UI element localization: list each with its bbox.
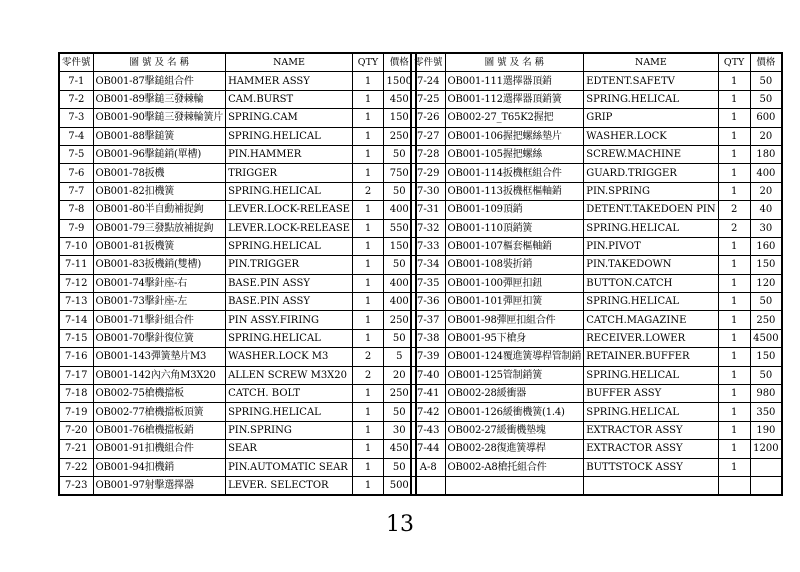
part-name-cell: BUTTSTOCK ASSY [584,458,718,476]
drawing-name-cell: OB001-81扳機簧 [93,237,226,255]
table-row [59,256,416,274]
drawing-name-cell: OB001-79三發點放補捉鉤 [93,219,226,237]
drawing-name-cell: OB001-76槍機擋板銷 [93,421,226,439]
qty-cell [718,476,750,495]
table-row [59,403,416,421]
price-cell: 20 [384,366,416,384]
drawing-name-cell: OB001-83扳機銷(雙槽) [93,256,226,274]
price-cell: 450 [384,440,416,458]
qty-cell: 1 [353,476,384,495]
table-row [59,458,416,476]
table-row [411,329,782,347]
drawing-name-cell: OB001-110頂銷簧 [445,219,584,237]
drawing-name-cell: OB001-80半自動補捉鉤 [93,201,226,219]
qty-cell: 1 [353,127,384,145]
price-cell: 190 [750,421,782,439]
table-row [411,164,782,182]
price-cell: 980 [750,385,782,403]
drawing-name-cell: OB001-125管制銷簧 [445,366,584,384]
part-number-cell: 7-16 [59,348,93,366]
part-number-cell: 7-7 [59,182,93,200]
part-number-cell: 7-37 [411,311,445,329]
part-number-cell: 7-4 [59,127,93,145]
col-header-name: NAME [584,53,718,72]
price-cell: 500 [384,476,416,495]
qty-cell: 1 [353,311,384,329]
drawing-name-cell: OB002-27緩衝機墊塊 [445,421,584,439]
header-row [59,53,416,72]
table-row [411,256,782,274]
part-number-cell: 7-41 [411,385,445,403]
header-row [411,53,782,72]
part-name-cell: CAM.BURST [226,90,353,108]
table-row [59,274,416,292]
part-number-cell: 7-36 [411,293,445,311]
qty-cell: 1 [353,219,384,237]
price-cell: 50 [750,72,782,90]
table-row [59,440,416,458]
part-name-cell: SPRING.HELICAL [226,182,353,200]
drawing-name-cell: OB001-106握把螺絲墊片 [445,127,584,145]
col-header-drawing-name: 圖 號 及 名 稱 [445,53,584,72]
part-name-cell: PIN.SPRING [226,421,353,439]
part-name-cell: GRIP [584,109,718,127]
price-cell: 4500 [750,329,782,347]
price-cell: 50 [384,145,416,163]
qty-cell: 1 [353,145,384,163]
table-row [59,421,416,439]
part-name-cell: ALLEN SCREW M3X20 [226,366,353,384]
price-cell: 50 [384,458,416,476]
col-header-name: NAME [226,53,353,72]
table-row [411,476,782,495]
table-row [411,403,782,421]
drawing-name-cell: OB001-87擊鎚組合件 [93,72,226,90]
table-row [59,329,416,347]
qty-cell: 1 [718,421,750,439]
qty-cell: 1 [718,109,750,127]
part-name-cell: SPRING.HELICAL [226,403,353,421]
price-cell: 250 [384,311,416,329]
part-name-cell: SPRING.CAM [226,109,353,127]
part-name-cell: LEVER.LOCK-RELEASE [226,219,353,237]
part-number-cell: 7-18 [59,385,93,403]
price-cell: 400 [750,164,782,182]
qty-cell: 1 [353,164,384,182]
qty-cell: 2 [718,201,750,219]
part-number-cell: 7-6 [59,164,93,182]
table-row [411,274,782,292]
parts-table-left [58,52,417,496]
table-row [411,219,782,237]
part-name-cell: SPRING.HELICAL [226,329,353,347]
part-number-cell: A-8 [411,458,445,476]
col-header-price: 價格 [750,53,782,72]
part-name-cell: SPRING.HELICAL [584,403,718,421]
part-name-cell: PIN.SPRING [584,182,718,200]
part-name-cell: WASHER.LOCK [584,127,718,145]
drawing-name-cell: OB001-142內六角M3X20 [93,366,226,384]
price-cell: 180 [750,145,782,163]
drawing-name-cell: OB001-89擊鎚三發棘輪 [93,90,226,108]
drawing-name-cell: OB001-82扣機簧 [93,182,226,200]
drawing-name-cell: OB001-90擊鎚三發棘輪簧片 [93,109,226,127]
part-number-cell: 7-14 [59,311,93,329]
price-cell: 30 [750,219,782,237]
parts-table-right [410,52,783,496]
qty-cell: 1 [718,127,750,145]
part-name-cell: EXTRACTOR ASSY [584,440,718,458]
table-row [59,237,416,255]
drawing-name-cell: OB001-113扳機框樞軸銷 [445,182,584,200]
part-number-cell: 7-30 [411,182,445,200]
qty-cell: 1 [353,237,384,255]
table-row [411,201,782,219]
drawing-name-cell: OB001-143彈簧墊片M3 [93,348,226,366]
part-number-cell: 7-22 [59,458,93,476]
price-cell: 250 [750,311,782,329]
price-cell: 250 [384,385,416,403]
table-row [411,458,782,476]
part-number-cell: 7-9 [59,219,93,237]
drawing-name-cell: OB001-108裝折銷 [445,256,584,274]
drawing-name-cell: OB001-126緩衝機簧(1.4) [445,403,584,421]
drawing-name-cell: OB002-28緩衝器 [445,385,584,403]
drawing-name-cell [445,476,584,495]
price-cell: 50 [384,256,416,274]
part-number-cell: 7-44 [411,440,445,458]
qty-cell: 1 [718,274,750,292]
part-number-cell: 7-17 [59,366,93,384]
part-name-cell: TRIGGER [226,164,353,182]
table-row [59,90,416,108]
table-row [59,293,416,311]
drawing-name-cell: OB002-28復進簧導桿 [445,440,584,458]
part-number-cell: 7-33 [411,237,445,255]
qty-cell: 1 [718,293,750,311]
table-row [411,145,782,163]
drawing-name-cell: OB001-96擊鎚銷(單槽) [93,145,226,163]
qty-cell: 1 [353,421,384,439]
part-name-cell: SPRING.HELICAL [226,237,353,255]
drawing-name-cell: OB001-97射擊選擇器 [93,476,226,495]
table-row [411,348,782,366]
part-number-cell: 7-29 [411,164,445,182]
qty-cell: 1 [353,385,384,403]
table-row [411,293,782,311]
table-row [411,440,782,458]
part-name-cell [584,476,718,495]
drawing-name-cell: OB001-107樞套樞軸銷 [445,237,584,255]
price-cell: 120 [750,274,782,292]
table-row [411,182,782,200]
price-cell: 20 [750,182,782,200]
table-row [59,145,416,163]
part-number-cell: 7-39 [411,348,445,366]
part-name-cell: PIN.HAMMER [226,145,353,163]
price-cell: 1500 [384,72,416,90]
part-name-cell: LEVER.LOCK-RELEASE [226,201,353,219]
table-row [411,109,782,127]
qty-cell: 1 [353,458,384,476]
part-number-cell: 7-19 [59,403,93,421]
part-name-cell: RETAINER.BUFFER [584,348,718,366]
parts-table-left-body [59,72,416,495]
table-row [59,348,416,366]
part-name-cell: PIN.TAKEDOWN [584,256,718,274]
part-name-cell: GUARD.TRIGGER [584,164,718,182]
part-number-cell [411,476,445,495]
drawing-name-cell: OB001-101彈匣扣簧 [445,293,584,311]
part-name-cell: PIN.AUTOMATIC SEAR [226,458,353,476]
drawing-name-cell: OB001-98彈匣扣組合件 [445,311,584,329]
part-name-cell: BUTTON.CATCH [584,274,718,292]
price-cell: 550 [384,219,416,237]
col-header-qty: QTY [353,53,384,72]
part-number-cell: 7-5 [59,145,93,163]
table-row [411,421,782,439]
table-row [59,127,416,145]
price-cell: 50 [750,90,782,108]
qty-cell: 1 [353,72,384,90]
price-cell: 1200 [750,440,782,458]
qty-cell: 1 [718,256,750,274]
part-number-cell: 7-21 [59,440,93,458]
page-number: 13 [386,512,414,537]
table-row [59,182,416,200]
part-name-cell: SPRING.HELICAL [584,219,718,237]
table-row [411,311,782,329]
part-name-cell: SCREW.MACHINE [584,145,718,163]
qty-cell: 1 [718,182,750,200]
qty-cell: 2 [353,182,384,200]
part-name-cell: PIN ASSY.FIRING [226,311,353,329]
part-number-cell: 7-26 [411,109,445,127]
qty-cell: 1 [718,366,750,384]
price-cell: 50 [750,293,782,311]
part-number-cell: 7-43 [411,421,445,439]
col-header-price: 價格 [384,53,416,72]
qty-cell: 1 [718,385,750,403]
qty-cell: 1 [718,329,750,347]
price-cell: 150 [384,109,416,127]
price-cell: 450 [384,90,416,108]
price-cell [750,458,782,476]
qty-cell: 1 [353,274,384,292]
part-name-cell: BASE.PIN ASSY [226,293,353,311]
part-name-cell: EDTENT.SAFETV [584,72,718,90]
part-name-cell: BUFFER ASSY [584,385,718,403]
part-number-cell: 7-35 [411,274,445,292]
col-header-drawing-name: 圖 號 及 名 稱 [93,53,226,72]
drawing-name-cell: OB001-78扳機 [93,164,226,182]
qty-cell: 1 [353,90,384,108]
drawing-name-cell: OB001-109頂銷 [445,201,584,219]
price-cell: 20 [750,127,782,145]
table-row [59,219,416,237]
table-row [411,90,782,108]
qty-cell: 1 [718,72,750,90]
part-name-cell: CATCH.MAGAZINE [584,311,718,329]
qty-cell: 1 [718,348,750,366]
drawing-name-cell: OB002-77槍機擋板頂簧 [93,403,226,421]
qty-cell: 2 [718,219,750,237]
price-cell: 40 [750,201,782,219]
part-name-cell: SPRING.HELICAL [584,366,718,384]
price-cell: 350 [750,403,782,421]
part-number-cell: 7-42 [411,403,445,421]
price-cell: 50 [384,403,416,421]
price-cell: 50 [750,366,782,384]
drawing-name-cell: OB001-105握把螺絲 [445,145,584,163]
drawing-name-cell: OB002-A8槍托組合件 [445,458,584,476]
price-cell: 150 [750,348,782,366]
drawing-name-cell: OB001-111選擇器頂銷 [445,72,584,90]
part-number-cell: 7-23 [59,476,93,495]
price-cell: 400 [384,201,416,219]
drawing-name-cell: OB002-27_T65K2握把 [445,109,584,127]
part-name-cell: SEAR [226,440,353,458]
drawing-name-cell: OB001-91扣機組合件 [93,440,226,458]
part-name-cell: CATCH. BOLT [226,385,353,403]
qty-cell: 1 [718,237,750,255]
part-name-cell: WASHER.LOCK M3 [226,348,353,366]
price-cell: 400 [384,293,416,311]
price-cell: 5 [384,348,416,366]
part-name-cell: SPRING.HELICAL [584,90,718,108]
part-number-cell: 7-3 [59,109,93,127]
price-cell: 150 [750,256,782,274]
price-cell: 30 [384,421,416,439]
drawing-name-cell: OB001-70擊針復位簧 [93,329,226,347]
part-number-cell: 7-28 [411,145,445,163]
table-row [59,72,416,90]
price-cell: 160 [750,237,782,255]
drawing-name-cell: OB001-74擊針座-右 [93,274,226,292]
part-number-cell: 7-25 [411,90,445,108]
part-name-cell: DETENT.TAKEDOEN PIN [584,201,718,219]
drawing-name-cell: OB001-94扣機銷 [93,458,226,476]
qty-cell: 1 [718,145,750,163]
qty-cell: 1 [353,440,384,458]
table-row [59,476,416,495]
price-cell [750,476,782,495]
drawing-name-cell: OB001-88擊鎚簧 [93,127,226,145]
table-row [411,72,782,90]
part-name-cell: PIN.TRIGGER [226,256,353,274]
qty-cell: 1 [353,403,384,421]
part-number-cell: 7-12 [59,274,93,292]
col-header-part-no: 零件號 [411,53,445,72]
drawing-name-cell: OB001-114扳機框組合件 [445,164,584,182]
qty-cell: 2 [353,366,384,384]
price-cell: 250 [384,127,416,145]
part-number-cell: 7-15 [59,329,93,347]
drawing-name-cell: OB001-124覆進簧導桿管制銷 [445,348,584,366]
col-header-qty: QTY [718,53,750,72]
qty-cell: 1 [718,90,750,108]
part-number-cell: 7-10 [59,237,93,255]
table-row [59,311,416,329]
qty-cell: 1 [353,201,384,219]
price-cell: 400 [384,274,416,292]
table-row [59,366,416,384]
part-number-cell: 7-1 [59,72,93,90]
drawing-name-cell: OB001-112選擇器頂銷簧 [445,90,584,108]
table-row [59,164,416,182]
price-cell: 50 [384,182,416,200]
price-cell: 50 [384,329,416,347]
part-number-cell: 7-8 [59,201,93,219]
part-name-cell: LEVER. SELECTOR [226,476,353,495]
part-name-cell: BASE.PIN ASSY [226,274,353,292]
price-cell: 600 [750,109,782,127]
part-number-cell: 7-11 [59,256,93,274]
table-row [411,366,782,384]
table-row [411,237,782,255]
qty-cell: 1 [353,329,384,347]
part-name-cell: RECEIVER.LOWER [584,329,718,347]
qty-cell: 1 [718,458,750,476]
qty-cell: 1 [718,403,750,421]
part-number-cell: 7-20 [59,421,93,439]
drawing-name-cell: OB001-100彈匣扣鈕 [445,274,584,292]
drawing-name-cell: OB001-95下槍身 [445,329,584,347]
part-name-cell: SPRING.HELICAL [584,293,718,311]
table-row [59,201,416,219]
part-number-cell: 7-2 [59,90,93,108]
part-number-cell: 7-38 [411,329,445,347]
drawing-name-cell: OB001-73擊針座-左 [93,293,226,311]
qty-cell: 1 [353,109,384,127]
qty-cell: 1 [353,256,384,274]
part-number-cell: 7-31 [411,201,445,219]
qty-cell: 1 [718,440,750,458]
part-name-cell: HAMMER ASSY [226,72,353,90]
table-row [59,109,416,127]
part-number-cell: 7-24 [411,72,445,90]
parts-table-right-body [411,72,782,495]
part-name-cell: SPRING.HELICAL [226,127,353,145]
part-number-cell: 7-40 [411,366,445,384]
table-row [411,127,782,145]
col-header-part-no: 零件號 [59,53,93,72]
part-number-cell: 7-32 [411,219,445,237]
qty-cell: 1 [353,293,384,311]
table-row [411,385,782,403]
part-name-cell: EXTRACTOR ASSY [584,421,718,439]
qty-cell: 2 [353,348,384,366]
part-number-cell: 7-34 [411,256,445,274]
part-number-cell: 7-27 [411,127,445,145]
drawing-name-cell: OB002-75槍機擋板 [93,385,226,403]
drawing-name-cell: OB001-71擊針組合件 [93,311,226,329]
part-number-cell: 7-13 [59,293,93,311]
qty-cell: 1 [718,311,750,329]
price-cell: 150 [384,237,416,255]
price-cell: 750 [384,164,416,182]
table-row [59,385,416,403]
part-name-cell: PIN.PIVOT [584,237,718,255]
qty-cell: 1 [718,164,750,182]
